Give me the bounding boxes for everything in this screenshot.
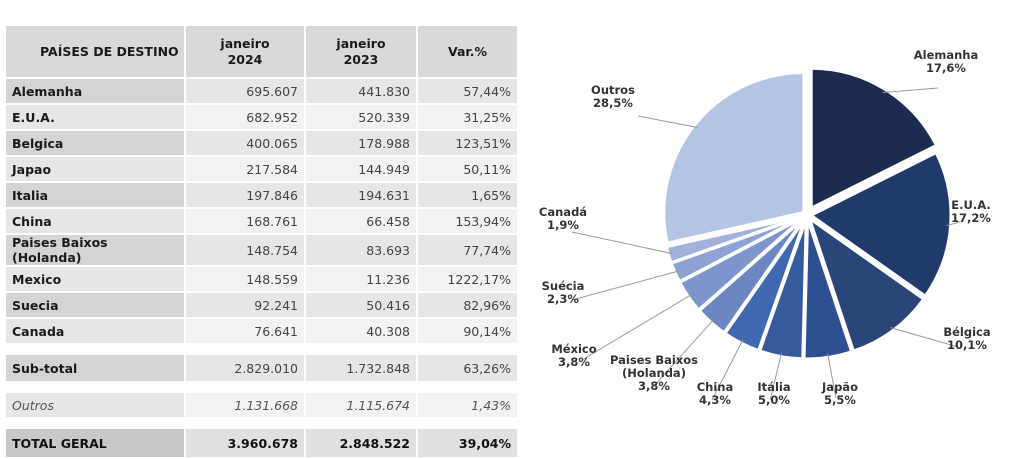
var-cell: 82,96%	[418, 293, 517, 317]
row-spacer-cell	[6, 345, 517, 353]
jan-2024-cell: 76.641	[186, 319, 306, 343]
slice-label: Itália 5,0%	[757, 380, 791, 407]
jan-2024-cell: 148.754	[186, 235, 306, 265]
slice-label: E.U.A. 17,2%	[951, 198, 991, 225]
jan-2023-cell: 83.693	[306, 235, 418, 265]
slice-label: México 3,8%	[551, 342, 597, 369]
slice-label: Canadá 1,9%	[538, 205, 588, 232]
jan-2024-cell: 168.761	[186, 209, 306, 233]
table-header-row	[6, 26, 517, 77]
table-row	[6, 319, 517, 343]
jan-2024-cell: 400.065	[186, 131, 306, 155]
country-cell: Canada	[6, 319, 186, 343]
var-cell: 39,04%	[418, 429, 517, 457]
header-jan-2024-text: janeiro 2024	[220, 35, 270, 67]
table-body	[6, 79, 517, 457]
jan-2024-cell: 217.584	[186, 157, 306, 181]
jan-2024-cell: 92.241	[186, 293, 306, 317]
var-cell: 77,74%	[418, 235, 517, 265]
country-cell: Outros	[6, 393, 186, 417]
country-cell: Alemanha	[6, 79, 186, 103]
pie-slice	[664, 72, 804, 243]
table-row	[6, 209, 517, 233]
slice-label: Suécia 2,3%	[541, 279, 585, 306]
header-var: Var.%	[418, 26, 517, 77]
row-spacer	[6, 419, 517, 427]
country-cell: Belgica	[6, 131, 186, 155]
table-row	[6, 355, 517, 381]
slice-label: China 4,3%	[696, 380, 734, 407]
jan-2023-cell: 520.339	[306, 105, 418, 129]
leader-line	[638, 116, 698, 127]
leader-line	[883, 88, 938, 92]
table-row	[6, 157, 517, 181]
jan-2023-cell: 441.830	[306, 79, 418, 103]
jan-2023-cell: 66.458	[306, 209, 418, 233]
table-row	[6, 131, 517, 155]
var-cell: 90,14%	[418, 319, 517, 343]
jan-2024-cell: 3.960.678	[186, 429, 306, 457]
destination-table	[6, 24, 517, 459]
var-cell: 1,65%	[418, 183, 517, 207]
jan-2024-cell: 197.846	[186, 183, 306, 207]
country-cell: Sub-total	[6, 355, 186, 381]
var-cell: 1222,17%	[418, 267, 517, 291]
row-spacer-cell	[6, 383, 517, 391]
slice-label: Bélgica 10,1%	[943, 325, 991, 352]
var-cell: 63,26%	[418, 355, 517, 381]
var-cell: 153,94%	[418, 209, 517, 233]
jan-2024-cell: 2.829.010	[186, 355, 306, 381]
jan-2023-cell: 144.949	[306, 157, 418, 181]
var-cell: 123,51%	[418, 131, 517, 155]
slice-label: Outros 28,5%	[591, 83, 635, 110]
var-cell: 31,25%	[418, 105, 517, 129]
table-row	[6, 105, 517, 129]
jan-2023-cell: 1.732.848	[306, 355, 418, 381]
table-row	[6, 429, 517, 457]
header-jan-2023	[306, 26, 418, 77]
table-row	[6, 79, 517, 103]
table-row	[6, 293, 517, 317]
table-row	[6, 267, 517, 291]
country-cell: Italia	[6, 183, 186, 207]
row-spacer-cell	[6, 419, 517, 427]
jan-2023-cell: 40.308	[306, 319, 418, 343]
jan-2023-cell: 11.236	[306, 267, 418, 291]
country-cell: Japao	[6, 157, 186, 181]
jan-2024-cell: 1.131.668	[186, 393, 306, 417]
country-cell: TOTAL GERAL	[6, 429, 186, 457]
country-cell: Paises Baixos (Holanda)	[6, 235, 186, 265]
var-cell: 57,44%	[418, 79, 517, 103]
jan-2024-cell: 148.559	[186, 267, 306, 291]
leader-line	[572, 271, 679, 300]
table-row	[6, 393, 517, 417]
jan-2023-cell: 178.988	[306, 131, 418, 155]
jan-2024-cell: 682.952	[186, 105, 306, 129]
country-cell: E.U.A.	[6, 105, 186, 129]
slice-label: Alemanha 17,6%	[913, 48, 979, 75]
leader-line	[572, 232, 672, 254]
jan-2023-cell: 50.416	[306, 293, 418, 317]
header-country: PAÍSES DE DESTINO	[6, 26, 186, 77]
leader-line	[582, 294, 692, 360]
row-spacer	[6, 345, 517, 353]
jan-2023-cell: 1.115.674	[306, 393, 418, 417]
row-spacer	[6, 383, 517, 391]
jan-2024-cell: 695.607	[186, 79, 306, 103]
table-row	[6, 235, 517, 265]
destination-pie-chart	[520, 0, 1024, 457]
country-cell: Mexico	[6, 267, 186, 291]
jan-2023-cell: 2.848.522	[306, 429, 418, 457]
country-cell: China	[6, 209, 186, 233]
table-row	[6, 183, 517, 207]
var-cell: 1,43%	[418, 393, 517, 417]
slice-label: Paises Baixos (Holanda) 3,8%	[610, 353, 698, 393]
header-jan-2024	[186, 26, 306, 77]
var-cell: 50,11%	[418, 157, 517, 181]
header-jan-2023-text: janeiro 2023	[336, 35, 386, 67]
jan-2023-cell: 194.631	[306, 183, 418, 207]
slice-label: Japão 5,5%	[822, 380, 858, 407]
country-cell: Suecia	[6, 293, 186, 317]
